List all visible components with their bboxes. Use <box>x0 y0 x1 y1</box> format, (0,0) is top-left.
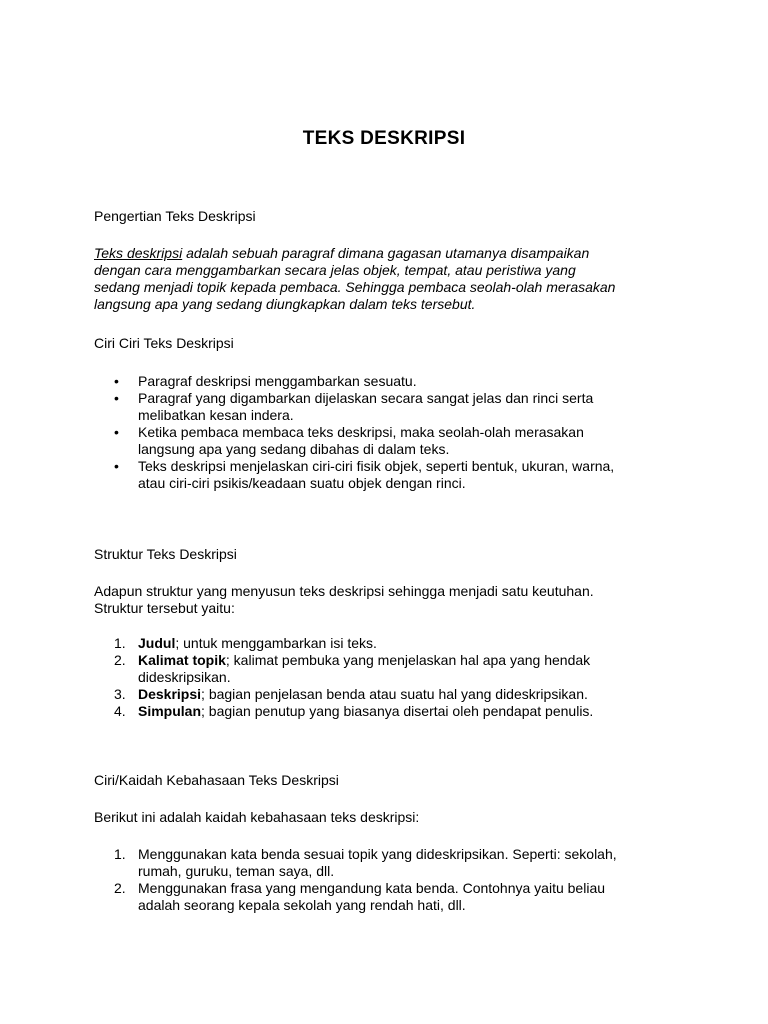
list-item-text: atau ciri-ciri psikis/keadaan suatu objek dengan rinci. <box>138 475 466 491</box>
list-item-text <box>138 686 694 703</box>
list-item-text <box>138 652 694 669</box>
list-item-text: langsung apa yang sedang dibahas di dalam teks. <box>138 441 450 457</box>
term-teks-deskripsi: Teks deskripsi <box>94 245 183 261</box>
list-item-term: Judul <box>138 635 176 651</box>
list-item-description: ; kalimat pembuka yang menjelaskan hal apa yang hendak <box>225 652 591 668</box>
list-item-text: Teks deskripsi menjelaskan ciri-ciri fisik objek, seperti bentuk, ukuran, warna, <box>138 458 615 474</box>
pengertian-paragraph <box>94 245 694 313</box>
section-heading-pengertian: Pengertian Teks Deskripsi <box>94 208 256 224</box>
bullet-icon: • <box>114 424 119 440</box>
list-item-description: ; bagian penjelasan benda atau suatu hal yang dideskripsikan. <box>201 686 588 702</box>
struktur-numbered-list <box>94 635 694 720</box>
bullet-icon: • <box>114 373 119 389</box>
kaidah-intro: Berikut ini adalah kaidah kebahasaan teks deskripsi: <box>94 809 420 825</box>
list-item <box>94 846 694 880</box>
kaidah-numbered-list <box>94 846 694 914</box>
list-item-term: Kalimat topik <box>138 652 226 668</box>
list-item-text: Paragraf yang digambarkan dijelaskan secara sangat jelas dan rinci serta <box>138 390 594 406</box>
list-number: 2. <box>114 652 126 668</box>
ciri-bullet-list <box>94 373 694 492</box>
section-heading-struktur: Struktur Teks Deskripsi <box>94 546 237 562</box>
list-item-text <box>138 703 694 720</box>
list-item-continuation: rumah, guruku, teman saya, dll. <box>138 863 335 879</box>
list-item-text: Menggunakan kata benda sesuai topik yang dideskripsikan. Seperti: sekolah, <box>138 846 617 862</box>
section-heading-ciri: Ciri Ciri Teks Deskripsi <box>94 335 234 351</box>
list-item-text: Paragraf deskripsi menggambarkan sesuatu. <box>138 373 417 389</box>
struktur-intro-line-2: Struktur tersebut yaitu: <box>94 600 235 616</box>
list-item <box>94 686 694 703</box>
document-title: TEKS DESKRIPSI <box>302 128 466 149</box>
list-item <box>94 703 694 720</box>
list-number: 1. <box>114 846 126 862</box>
list-item <box>94 652 694 686</box>
list-item-text: Menggunakan frasa yang mengandung kata benda. Contohnya yaitu beliau <box>138 880 606 896</box>
list-item-text <box>138 635 694 652</box>
pengertian-line-1-text: adalah sebuah paragraf dimana gagasan utamanya disampaikan <box>182 245 590 261</box>
list-number: 2. <box>114 880 126 896</box>
list-number: 4. <box>114 703 126 719</box>
list-item-continuation: adalah seorang kepala sekolah yang rendah hati, dll. <box>138 897 466 913</box>
struktur-intro-line-1: Adapun struktur yang menyusun teks deskripsi sehingga menjadi satu keutuhan. <box>94 583 594 599</box>
list-number: 3. <box>114 686 126 702</box>
pengertian-line-1 <box>94 245 694 262</box>
pengertian-line-3: sedang menjadi topik kepada pembaca. Sehingga pembaca seolah-olah merasakan <box>94 279 616 295</box>
struktur-intro <box>94 583 694 617</box>
list-item-description: ; untuk menggambarkan isi teks. <box>175 635 377 651</box>
bullet-icon: • <box>114 458 119 474</box>
list-item-description: ; bagian penutup yang biasanya disertai oleh pendapat penulis. <box>201 703 594 719</box>
pengertian-line-4: langsung apa yang sedang diungkapkan dalam teks tersebut. <box>94 296 476 312</box>
list-item <box>94 635 694 652</box>
list-item-text: melibatkan kesan indera. <box>138 407 294 423</box>
list-item-text: Ketika pembaca membaca teks deskripsi, maka seolah-olah merasakan <box>138 424 584 440</box>
list-item <box>94 390 694 424</box>
bullet-icon: • <box>114 390 119 406</box>
list-number: 1. <box>114 635 126 651</box>
list-item-term: Simpulan <box>138 703 202 719</box>
list-item <box>94 424 694 458</box>
list-item <box>94 373 694 390</box>
list-item-continuation: dideskripsikan. <box>138 669 231 685</box>
pengertian-line-2: dengan cara menggambarkan secara jelas objek, tempat, atau peristiwa yang <box>94 262 576 278</box>
list-item <box>94 458 694 492</box>
list-item <box>94 880 694 914</box>
list-item-term: Deskripsi <box>138 686 202 702</box>
section-heading-kaidah: Ciri/Kaidah Kebahasaan Teks Deskripsi <box>94 772 339 788</box>
